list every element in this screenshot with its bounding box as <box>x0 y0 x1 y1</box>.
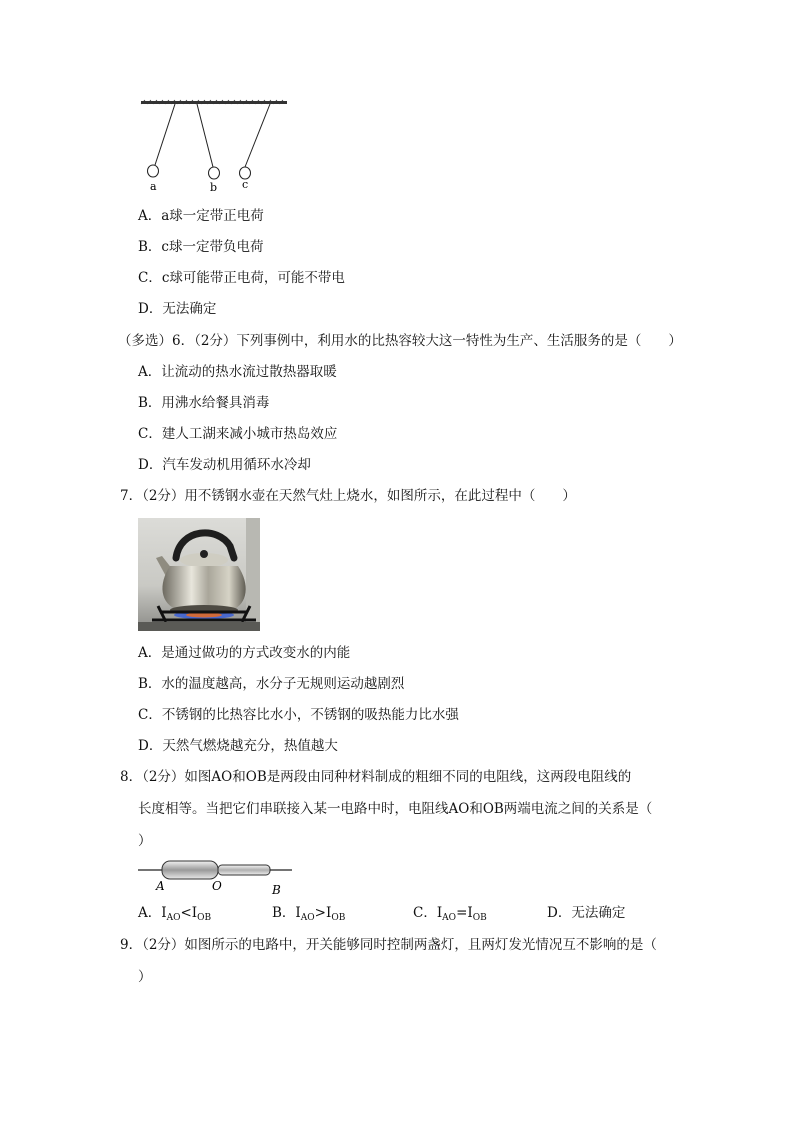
label-B: B <box>272 883 281 896</box>
string-b <box>197 104 213 167</box>
wire-ob-thin <box>218 865 270 875</box>
q7-option-b: B．水的温度越高，水分子无规则运动越剧烈 <box>138 676 405 692</box>
q6-option-b: B．用沸水给餐具消毒 <box>138 395 270 411</box>
label-a: a <box>150 180 157 193</box>
string-a <box>155 104 175 165</box>
q5-option-c: C．c球可能带正电荷，可能不带电 <box>138 270 345 286</box>
q8-stem-line3: ） <box>138 833 152 849</box>
q7-stem: 7．（2分）用不锈钢水壶在天然气灶上烧水，如图所示，在此过程中（ ） <box>120 488 576 504</box>
q6-stem: （多选）6．（2分）下列事例中，利用水的比热容较大这一特性为生产、生活服务的是（ ） <box>118 333 682 349</box>
ball-b <box>209 167 220 179</box>
kettle-body <box>162 566 245 610</box>
q9-stem-line2: ） <box>138 969 152 985</box>
q6-option-d: D．汽车发动机用循环水冷却 <box>138 457 311 473</box>
q8-option-b: B．$I_{AO}>I_{OB}$ <box>272 905 346 923</box>
q8-option-a: A．$I_{AO}<I_{OB}$ <box>138 905 212 923</box>
q8-stem-line2: 长度相等。当把它们串联接入某一电路中时，电阻线AO和OB两端电流之间的关系是（ <box>138 801 653 817</box>
q7-option-d: D．天然气燃烧越充分，热值越大 <box>138 738 338 754</box>
label-O: O <box>212 879 222 893</box>
q8-option-d: D．无法确定 <box>547 905 626 921</box>
resistor-wire-figure <box>136 856 296 896</box>
kettle-photo <box>138 518 260 631</box>
label-A: A <box>156 879 165 893</box>
q9-stem-line1: 9．（2分）如图所示的电路中，开关能够同时控制两盏灯，且两灯发光情况互不影响的是（ <box>120 937 657 953</box>
q5-option-a: A．a球一定带正电荷 <box>138 208 264 224</box>
label-c: c <box>242 178 249 191</box>
q6-option-a: A．让流动的热水流过散热器取暖 <box>138 364 337 380</box>
q8-options <box>0 904 794 924</box>
q5-option-b: B．c球一定带负电荷 <box>138 239 264 255</box>
label-b: b <box>210 181 218 194</box>
q5-option-d: D．无法确定 <box>138 301 217 317</box>
q7-option-a: A．是通过做功的方式改变水的内能 <box>138 645 351 661</box>
q7-option-c: C．不锈钢的比热容比水小，不锈钢的吸热能力比水强 <box>138 707 459 723</box>
pendulum-figure <box>135 95 295 195</box>
string-c <box>245 104 270 167</box>
q8-option-c: C．$I_{AO}=I_{OB}$ <box>413 905 487 923</box>
ball-a <box>148 165 159 177</box>
wire-ao-thick <box>162 861 218 879</box>
q8-stem-line1: 8．（2分）如图AO和OB是两段由同种材料制成的粗细不同的电阻线，这两段电阻线的 <box>120 769 632 785</box>
q6-option-c: C．建人工湖来减小城市热岛效应 <box>138 426 338 442</box>
ceiling-hatch <box>141 100 287 104</box>
